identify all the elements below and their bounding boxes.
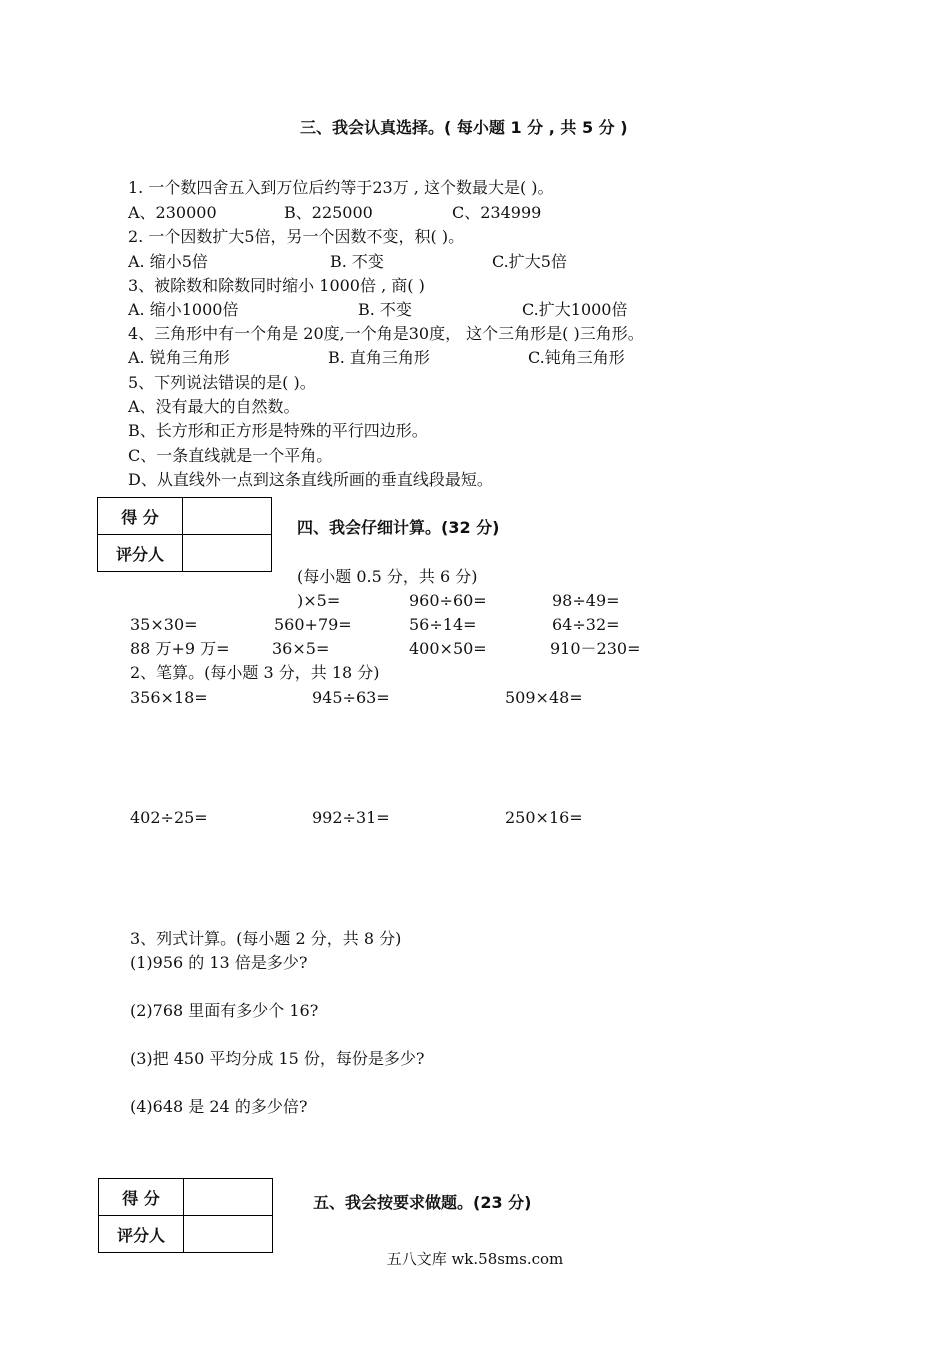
footer-watermark: 五八文库 wk.58sms.com (386, 1250, 564, 1268)
oral-calc: 960÷60= (409, 591, 487, 610)
q2-option-b: B. 不变 (330, 252, 384, 271)
section3-title: 三、我会认真选择。( 每小题 1 分 , 共 5 分 ) (300, 118, 628, 137)
question-4: 4、三角形中有一个角是 20度,一个角是30度， 这个三角形是( )三角形。 (128, 324, 644, 343)
written-calc: 945÷63= (312, 688, 390, 707)
written-calc: 402÷25= (130, 808, 208, 827)
written-calc: 509×48= (505, 688, 583, 707)
score-label: 得 分 (98, 498, 183, 535)
grader-label: 评分人 (98, 535, 183, 572)
written-calc: 356×18= (130, 688, 208, 707)
score-cell[interactable] (184, 1179, 273, 1216)
q2-option-c: C.扩大5倍 (492, 252, 567, 271)
grader-cell[interactable] (183, 535, 272, 572)
score-box-section5 (98, 1178, 273, 1253)
score-cell[interactable] (183, 498, 272, 535)
section4-sub2: 2、笔算。(每小题 3 分，共 18 分) (130, 663, 380, 682)
q1-option-b: B、225000 (284, 203, 373, 222)
word-problem-4: (4)648 是 24 的多少倍? (130, 1097, 308, 1116)
question-5: 5、下列说法错误的是( )。 (128, 373, 316, 392)
grader-label: 评分人 (99, 1216, 184, 1253)
oral-calc: 64÷32= (552, 615, 620, 634)
section4-sub1: (每小题 0.5 分，共 6 分) (297, 567, 478, 586)
q4-option-c: C.钝角三角形 (528, 348, 625, 367)
oral-calc: )×5= (297, 591, 341, 610)
word-problem-3: (3)把 450 平均分成 15 份，每份是多少? (130, 1049, 425, 1068)
oral-calc: 88 万+9 万= (130, 639, 230, 658)
q5-option-b: B、长方形和正方形是特殊的平行四边形。 (128, 421, 428, 440)
oral-calc: 98÷49= (552, 591, 620, 610)
q5-option-d: D、从直线外一点到这条直线所画的垂直线段最短。 (128, 470, 493, 489)
question-3: 3、被除数和除数同时缩小 1000倍 , 商( ) (128, 276, 425, 295)
q1-option-a: A、230000 (128, 203, 217, 222)
score-label: 得 分 (99, 1179, 184, 1216)
grader-cell[interactable] (184, 1216, 273, 1253)
q1-option-c: C、234999 (452, 203, 542, 222)
q5-option-a: A、没有最大的自然数。 (128, 397, 300, 416)
oral-calc: 56÷14= (409, 615, 477, 634)
q3-option-c: C.扩大1000倍 (522, 300, 628, 319)
q4-option-b: B. 直角三角形 (328, 348, 430, 367)
question-2: 2. 一个因数扩大5倍，另一个因数不变，积( )。 (128, 227, 465, 246)
section5-title: 五、我会按要求做题。(23 分) (313, 1193, 532, 1212)
q2-option-a: A. 缩小5倍 (128, 252, 208, 271)
score-box-section4 (97, 497, 272, 572)
question-1: 1. 一个数四舍五入到万位后约等于23万 , 这个数最大是( )。 (128, 178, 554, 197)
q3-option-a: A. 缩小1000倍 (128, 300, 239, 319)
q3-option-b: B. 不变 (358, 300, 412, 319)
oral-calc: 910－230= (550, 639, 641, 658)
q5-option-c: C、一条直线就是一个平角。 (128, 446, 333, 465)
written-calc: 992÷31= (312, 808, 390, 827)
section4-title: 四、我会仔细计算。(32 分) (297, 518, 500, 537)
oral-calc: 35×30= (130, 615, 198, 634)
oral-calc: 400×50= (409, 639, 487, 658)
written-calc: 250×16= (505, 808, 583, 827)
q4-option-a: A. 锐角三角形 (128, 348, 230, 367)
word-problem-2: (2)768 里面有多少个 16? (130, 1001, 319, 1020)
word-problem-1: (1)956 的 13 倍是多少? (130, 953, 308, 972)
oral-calc: 560+79= (274, 615, 352, 634)
section4-sub3: 3、列式计算。(每小题 2 分，共 8 分) (130, 929, 402, 948)
oral-calc: 36×5= (272, 639, 330, 658)
